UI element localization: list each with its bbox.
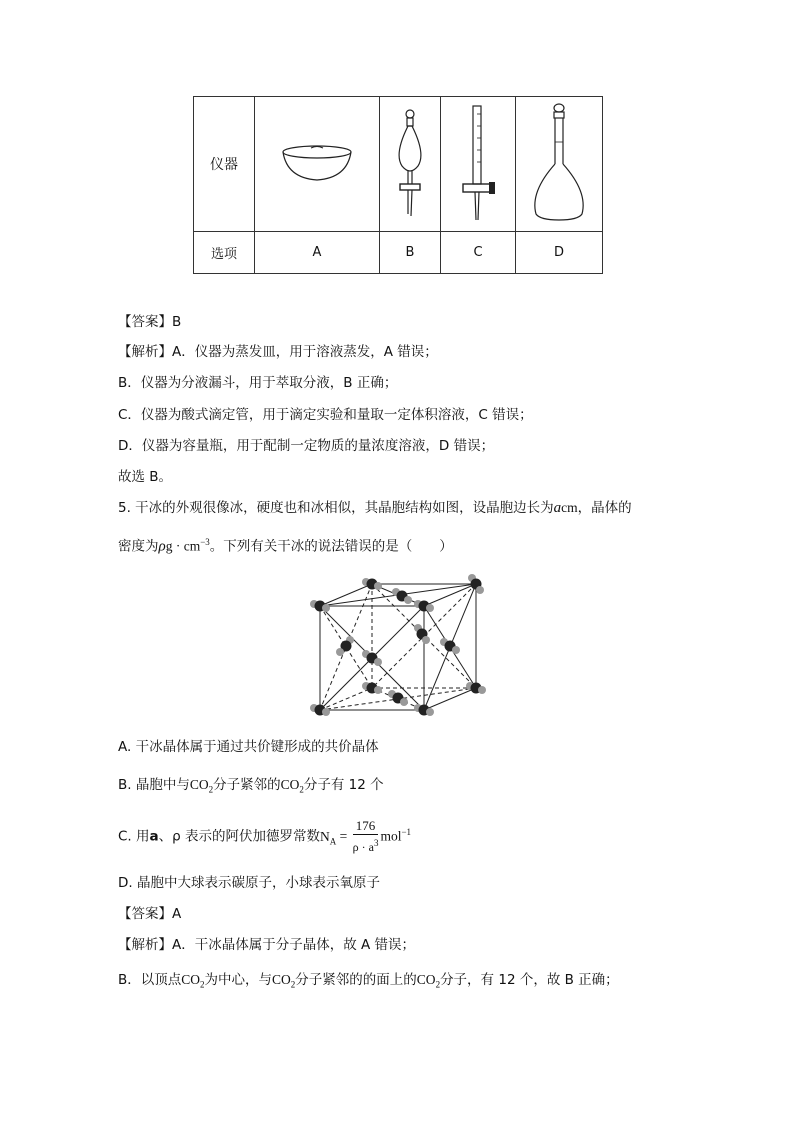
- separatory-funnel-cell: [380, 97, 441, 232]
- separatory-funnel-icon: [380, 104, 440, 224]
- q5-stem-line1: [118, 498, 632, 518]
- q5-option-b: [118, 775, 384, 800]
- instrument-table: [193, 96, 603, 274]
- q5-option-a: A. 干冰晶体属于通过共价键形成的共价晶体: [118, 739, 379, 755]
- q5-edge-variable: a: [553, 500, 562, 516]
- option-b-label: B: [380, 232, 441, 274]
- q5-density-label: 密度为: [118, 538, 159, 555]
- q5-stem-text-1: 5. 干冰的外观很像冰，硬度也和冰相似，其晶胞结构如图，设晶胞边长为: [118, 500, 554, 516]
- mol-unit: mol: [380, 828, 402, 844]
- q5-option-c: [118, 818, 411, 855]
- q4-analysis-b: B．仪器为分液漏斗，用于萃取分液，B 正确；: [118, 375, 398, 391]
- q5-analysis-b-text-2: 为中心，与: [204, 972, 273, 988]
- q4-conclusion: 故选 B。: [118, 469, 173, 485]
- option-d-label: D: [516, 232, 603, 274]
- mol-unit-exp: −1: [401, 827, 412, 837]
- avogadro-fraction: [353, 818, 379, 855]
- co2-formula-5: $CO_2$: [416, 972, 441, 990]
- q4-analysis-d: D．仪器为容量瓶，用于配制一定物质的量浓度溶液，D 错误；: [118, 438, 495, 454]
- co2-formula-3: $CO_2$: [181, 972, 205, 990]
- option-row: [194, 232, 603, 274]
- q5-density-exp: −3: [200, 537, 210, 547]
- option-c-label: C: [441, 232, 516, 274]
- q5-analysis-a: 【解析】A．干冰晶体属于分子晶体，故 A 错误；: [118, 937, 416, 953]
- option-a-label: A: [255, 232, 380, 274]
- q5-analysis-b: [118, 970, 619, 995]
- burette-icon: [441, 102, 515, 226]
- q5-density-unit: g · cm: [165, 538, 201, 554]
- q5-answer: 【答案】A: [118, 906, 182, 922]
- row-header-option: 选项: [194, 232, 255, 274]
- volumetric-flask-icon: [516, 102, 602, 226]
- co2-formula-4: $CO_2$: [272, 972, 296, 990]
- q5-analysis-b-text-1: B．以顶点: [118, 972, 182, 988]
- q5-edge-unit: cm: [561, 500, 578, 515]
- row-header-instrument: 仪器: [194, 97, 255, 232]
- instrument-row: [194, 97, 603, 232]
- evaporating-dish-cell: [255, 97, 380, 232]
- q5-option-b-text-2: 分子紧邻的: [213, 777, 281, 793]
- co2-formula-1: $CO_2$: [189, 777, 214, 795]
- q5-option-b-text-3: 分子有 12 个: [303, 777, 384, 793]
- q4-analysis-c: C．仪器为酸式滴定管，用于滴定实验和量取一定体积溶液，C 错误；: [118, 407, 533, 423]
- q5-option-c-text-1: C. 用: [118, 828, 150, 845]
- q4-analysis-a: 【解析】A．仪器为蒸发皿，用于溶液蒸发，A 错误；: [118, 344, 438, 360]
- q5-analysis-b-text-4: 分子，有 12 个，故 B 正确；: [440, 972, 619, 988]
- fraction-denominator: $\rho \cdot a^3$: [352, 838, 379, 854]
- co2-formula-2: $CO_2$: [280, 777, 304, 795]
- burette-cell: [441, 97, 516, 232]
- q5-stem-line2: [118, 532, 453, 557]
- q5-option-c-text-2: 、ρ 表示的阿伏加德罗常数: [158, 828, 321, 845]
- q5-rho: ρ: [158, 538, 166, 555]
- q5-analysis-b-text-3: 分子紧邻的的面上的: [295, 972, 417, 988]
- evaporating-dish-icon: [255, 134, 379, 194]
- dry-ice-unit-cell-diagram: [300, 566, 500, 726]
- q4-answer: 【答案】B: [118, 314, 182, 330]
- q5-stem-text-3: 。下列有关干冰的说法错误的是（ ）: [209, 538, 453, 555]
- q5-stem-text-2: ，晶体的: [577, 500, 632, 516]
- q5-option-c-a: a: [149, 828, 159, 845]
- q5-option-b-text-1: B. 晶胞中与: [118, 777, 190, 793]
- equals-sign: =: [336, 828, 351, 844]
- avogadro-symbol: $N_A$: [320, 828, 337, 847]
- fraction-numerator: 176: [353, 818, 379, 835]
- q5-option-d: D. 晶胞中大球表示碳原子，小球表示氧原子: [118, 875, 380, 891]
- volumetric-flask-cell: [516, 97, 603, 232]
